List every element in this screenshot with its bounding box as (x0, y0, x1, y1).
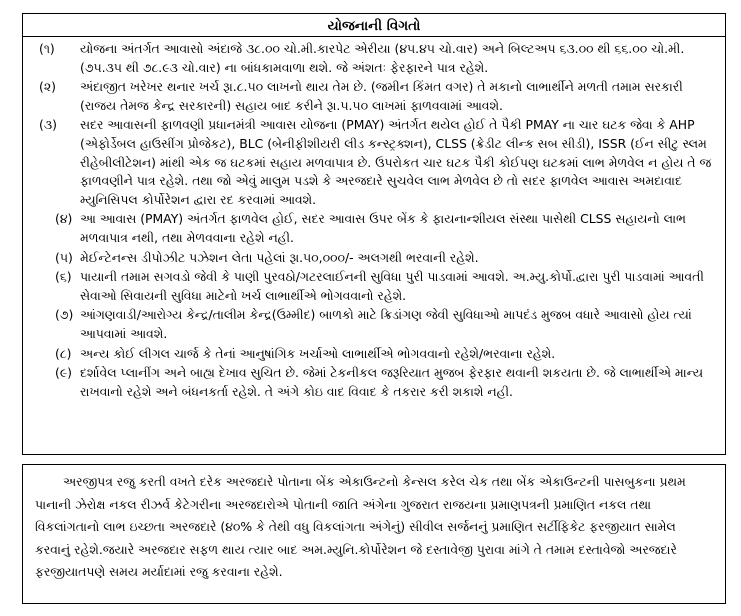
list-item (31, 40, 717, 77)
item-text: અન્ય કોઈ લીગલ ચાર્જ કે તેનાં આનુષાંગિક ખર્ચાઓ લાભાર્થીએ ભોગવવાનો રહેશે/ભરવાના રહેશે. (80, 345, 556, 361)
details-list (23, 37, 725, 401)
item-text: યોજના અંતર્ગત આવાસો અંદાજે ૩૮.૦૦ ચો.મી.કારપેટ એરીયા (૪૫.૪૫ ચો.વાર) અને બિલ્ટઅપ ૬૩.૦૦ થી ૬૬.૦૦ ચો.મી. (૭૫.૩૫ થી ૭૮.૯૩ ચો.વાર) ના બાંધકામવાળા થશે. જે અંશતઃ ફેરફારને પાત્ર રહેશે. (80, 41, 685, 75)
item-number: (૧) (39, 41, 55, 56)
item-number: (૪) (55, 211, 73, 227)
section-title: યોજનાની વિગતો (23, 14, 725, 37)
item-text: મેઈન્ટેનન્સ ડીપોઝીટ પઝેશન લેતા પહેલાં રૂા.૫૦,૦૦૦/- અલગથી ભરવાની રહેશે. (80, 249, 479, 265)
item-text: પાયાની તમામ સગવડો જેવી કે પાણી પુરવઠો/ગટરલાઈનની સુવિધા પુરી પાડવામાં આવશે. અ.મ્યુ.કોર્પો.દ્વારા પુરી પાડવામાં આવતી સેવાઓ સિવાયની સુવિધા માટેનો ખર્ચ લાભાર્થીએ ભોગવવાનો રહેશે. (80, 269, 704, 303)
list-item (31, 364, 717, 401)
item-text: આંગણવાડી/આરોગ્ય કેન્દ્ર/તાલીમ કેન્દ્ર(ઉમ્મીદ) બાળકો માટે ક્રિડાંગણ જેવી સુવિધાઓ માપદંડ મુજબ વધારે આવાસો હોય ત્યાં આપવામાં આવશે. (80, 307, 692, 341)
list-item (31, 268, 717, 305)
list-item (31, 116, 717, 209)
item-text: સદર આવાસની ફાળવણી પ્રધાનમંત્રી આવાસ યોજના (PMAY) અંતર્ગત થયેલ હોઈ તે પૈકી PMAY ના ચાર ઘટક જેવા કે AHP (એફોર્ડેબલ હાઉસીંગ પ્રોજેકટ), BLC (બેનીફીશીયરી લીડ કન્સ્ટ્રક્શન), CLSS (ક્રેડીટ લીન્ક સબ સીડી), ISSR (ઈન સીટુ સ્લમ રીહેબીલીટેશન) માંથી એક જ ઘટકમાં સહાય મળવાપાત્ર છે. ઉપરોકત ચાર ઘટક પૈકી કોઈપણ ઘટકમાં લાભ મેળવેલ ન હોય તે જ ફાળવણીને પાત્ર રહેશે. તથા જો એવું માલુમ પડશે કે અરજદારે સુચવેલ લાભ મેળવેલ છે તો સદર ફાળવેલ આવાસ અમદાવાદ મ્યુનિસિપલ કોર્પોરેશન દ્વારા રદ કરવામાં આવશે. (80, 117, 712, 207)
item-number: (૨) (39, 79, 56, 95)
application-note: અરજીપત્ર રજુ કરતી વખતે દરેક અરજદારે પોતાના બેંક એકાઉન્ટનો કેન્સલ કરેલ ચેક તથા બેંક એકાઉન્ટની પાસબુકના પ્રથમ પાનાની ઝેરોક્ષ નકલ રીઝર્વ કેટેગરીના અરજદારોએ પોતાની જાતિ અંગેના ગુજરાત રાજયના પ્રમાણપત્રની પ્રમાણિત નકલ તથા વિકલાંગતાનો લાભ ઇચ્છતા અરજદારે (૪૦% કે તેથી વધુ વિકલાંગતા અંગેનું) સીવીલ સર્જનનું પ્રમાણિત સર્ટીફિકેટ ફરજીયાત સામેલ કરવાનું રહેશે.જયારે અરજદાર સફળ થાય ત્યાર બાદ અમ.મ્યુનિ.કોર્પોરેશન જે દસ્તાવેજી પુરાવા માંગે તે તમામ દસ્તાવેજો અરજદારે ફરજીયાતપણે સમય મર્યાદામાં રજુ કરવાના રહેશે. (35, 474, 686, 579)
item-number: (૯) (55, 365, 73, 381)
item-number: (૬) (55, 269, 72, 285)
scheme-details-box (22, 13, 726, 455)
list-item (31, 210, 717, 247)
item-text: અંદાજીત ખરેખર થનાર ખર્ચ રૂા.૮.૫૦ લાખનો થાય તેમ છે. (જમીન કિંમત વગર) તે મકાનો લાભાર્થીને મળતી તમામ સરકારી (રાજય તેમજ કેન્દ્ર સરકારની) સહાય બાદ કરીને રૂા.૫.૫૦ લાખમાં ફાળવવામાં આવશે. (80, 79, 683, 113)
list-item (31, 78, 717, 115)
item-number: (૭) (55, 307, 74, 323)
list-item (31, 306, 717, 343)
application-note-box (22, 464, 726, 604)
item-number: (૮) (55, 345, 72, 361)
item-text: દર્શાવેલ પ્લાનીંગ અને બાહ્ય દેખાવ સુચિત છે. જેમાં ટેકનીકલ જરૂરિયાત મુજબ ફેરફાર થવાની શકયતા છે. જે લાભાર્થીએ માન્ય રાખવાનો રહેશે અને બંધનકર્તા રહેશે. તે અંગે કોઇ વાદ વિવાદ કે તકરાર કરી શકાશે નહી. (80, 365, 704, 399)
list-item (31, 345, 717, 364)
item-number: (૫) (55, 249, 73, 265)
list-item (31, 249, 717, 268)
item-number: (૩) (39, 117, 57, 133)
item-text: આ આવાસ (PMAY) અંતર્ગત ફાળવેલ હોઈ, સદર આવાસ ઉપર બેંક કે ફાયનાન્શીયલ સંસ્થા પાસેથી CLSS સહાયનો લાભ મળવાપાત્ર નથી, તથા મેળવવાના રહેશે નહી. (80, 211, 686, 245)
